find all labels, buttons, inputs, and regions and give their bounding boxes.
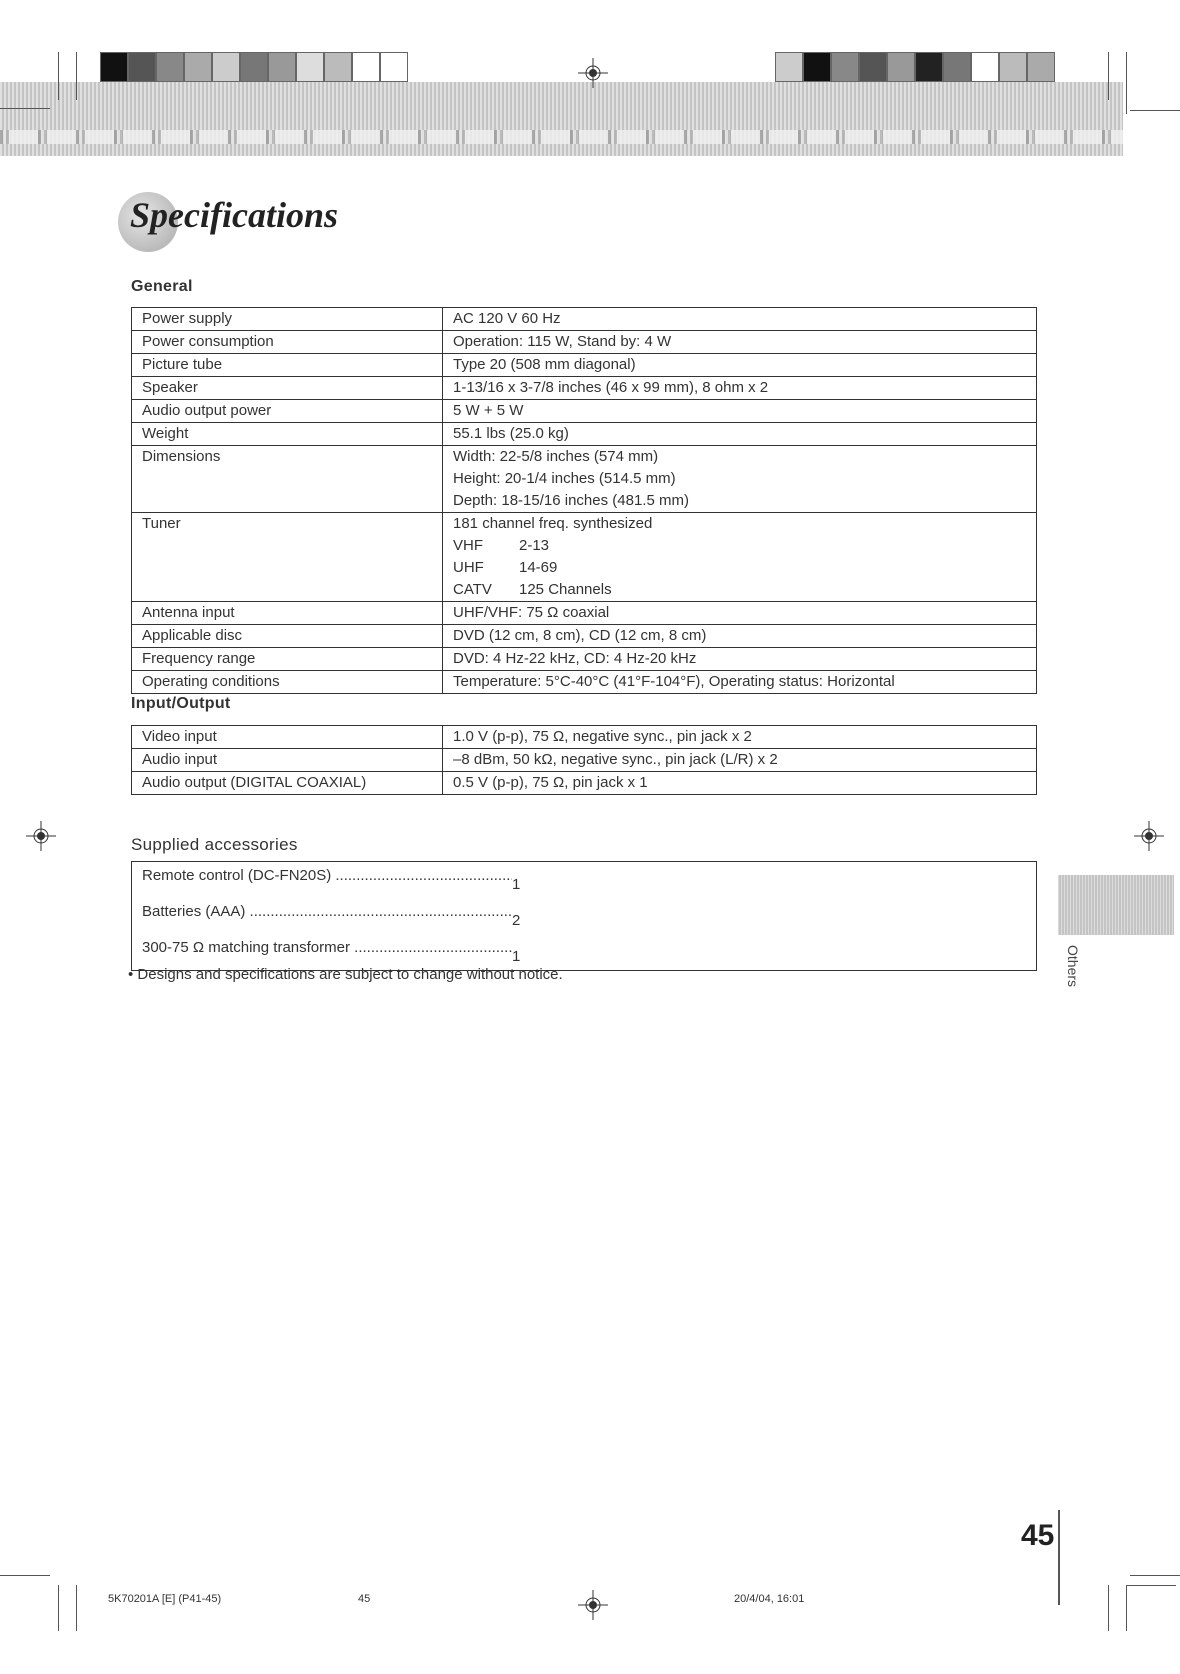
- tuner-band-value: 2-13: [519, 537, 550, 554]
- tuner-band-name: VHF: [453, 537, 483, 554]
- tuner-band: [453, 579, 1026, 601]
- page-number: 45: [1021, 1519, 1055, 1552]
- tuner-band-value: 125 Channels: [519, 581, 612, 598]
- table-row: [132, 513, 1037, 602]
- table-row: [132, 602, 1037, 625]
- table-row: [132, 749, 1037, 772]
- header-band: [0, 82, 1123, 156]
- crop-mark: [1108, 1585, 1109, 1631]
- crop-mark: [1126, 1585, 1127, 1631]
- registration-crosshair-icon: [26, 821, 56, 851]
- spec-value-line: AC 120 V 60 Hz: [453, 310, 561, 327]
- spec-value-line: 1-13/16 x 3-7/8 inches (46 x 99 mm), 8 ohm x 2: [453, 379, 769, 396]
- side-tab-label: Others: [1065, 945, 1081, 988]
- spec-value-line: DVD (12 cm, 8 cm), CD (12 cm, 8 cm): [453, 627, 707, 644]
- spec-value-line: Temperature: 5°C-40°C (41°F-104°F), Operating status: Horizontal: [453, 673, 895, 690]
- spec-value: [443, 625, 1037, 648]
- accessory-label: Remote control (DC-FN20S) .....: [142, 862, 512, 889]
- accessories-table: [131, 861, 1037, 971]
- table-row: [132, 308, 1037, 331]
- spec-label: Picture tube: [132, 354, 443, 377]
- spec-value: [443, 377, 1037, 400]
- spec-value-line: UHF/VHF: 75 Ω coaxial: [453, 604, 610, 621]
- spec-value-line: DVD: 4 Hz-22 kHz, CD: 4 Hz-20 kHz: [453, 650, 697, 667]
- tuner-band-value: 14-69: [519, 559, 558, 576]
- table-row: [132, 625, 1037, 648]
- footer-date: 20/4/04, 16:01: [734, 1593, 805, 1605]
- io-label: Audio output (DIGITAL COAXIAL): [132, 772, 443, 795]
- spec-value: [443, 400, 1037, 423]
- footer-code: 5K70201A [E] (P41-45): [108, 1593, 222, 1605]
- spec-label: Audio output power: [132, 400, 443, 423]
- spec-value-line: 55.1 lbs (25.0 kg): [453, 425, 569, 442]
- input-output-spec-table: [131, 725, 1037, 795]
- spec-value: [443, 513, 1037, 602]
- tuner-band: [453, 535, 1026, 557]
- footer-page: 45: [358, 1593, 371, 1605]
- spec-label: Speaker: [132, 377, 443, 400]
- spec-value-line: Height: 20-1/4 inches (514.5 mm): [453, 470, 676, 487]
- accessory-label: Batteries (AAA) .....: [142, 898, 512, 925]
- table-row: [132, 377, 1037, 400]
- spec-value: [443, 354, 1037, 377]
- section-heading-accessories: Supplied accessories: [131, 835, 298, 854]
- crop-mark: [1130, 110, 1180, 111]
- io-value: 0.5 V (p-p), 75 Ω, pin jack x 1: [443, 772, 1037, 795]
- spec-value-line: Type 20 (508 mm diagonal): [453, 356, 636, 373]
- spec-value: [443, 331, 1037, 354]
- tuner-band-name: UHF: [453, 559, 484, 576]
- io-value: –8 dBm, 50 kΩ, negative sync., pin jack (L/R) x 2: [443, 749, 1037, 772]
- table-row: [132, 862, 1037, 899]
- table-row: [132, 423, 1037, 446]
- page-title: Specifications: [130, 195, 338, 235]
- crop-mark: [58, 1585, 59, 1631]
- spec-label: Power supply: [132, 308, 443, 331]
- side-tab: [1058, 875, 1174, 935]
- table-row: [132, 400, 1037, 423]
- spec-label: Tuner: [132, 513, 443, 602]
- crop-mark: [0, 1575, 50, 1576]
- spec-value-line: Depth: 18-15/16 inches (481.5 mm): [453, 492, 689, 509]
- accessory-qty: 1: [512, 948, 521, 965]
- crop-mark: [76, 1585, 77, 1631]
- crop-mark: [1130, 1575, 1180, 1576]
- table-row: [132, 726, 1037, 749]
- spec-label: Antenna input: [132, 602, 443, 625]
- spec-label: Applicable disc: [132, 625, 443, 648]
- section-heading-input-output: Input/Output: [131, 695, 231, 712]
- io-value: 1.0 V (p-p), 75 Ω, negative sync., pin jack x 2: [443, 726, 1037, 749]
- accessory-item: [132, 862, 1037, 899]
- table-row: [132, 772, 1037, 795]
- tuner-band: [453, 557, 1026, 579]
- disclaimer-note: • Designs and specifications are subject to change without notice.: [128, 966, 563, 983]
- spec-label: Operating conditions: [132, 671, 443, 694]
- io-label: Audio input: [132, 749, 443, 772]
- registration-crosshair-icon: [578, 58, 608, 88]
- crop-mark: [0, 108, 50, 109]
- crop-mark: [58, 52, 59, 100]
- crop-mark: [76, 52, 77, 100]
- io-label: Video input: [132, 726, 443, 749]
- spec-value: [443, 308, 1037, 331]
- table-row: [132, 671, 1037, 694]
- table-row: [132, 648, 1037, 671]
- registration-crosshair-icon: [1134, 821, 1164, 851]
- spec-value-line: Operation: 115 W, Stand by: 4 W: [453, 333, 672, 350]
- spec-label: Dimensions: [132, 446, 443, 513]
- page-number-rule: [1058, 1510, 1060, 1605]
- spec-value-line: Width: 22-5/8 inches (574 mm): [453, 448, 659, 465]
- accessory-item: [132, 898, 1037, 934]
- table-row: [132, 446, 1037, 513]
- spec-value: [443, 602, 1037, 625]
- color-registration-bar-left: [100, 52, 408, 84]
- accessory-qty: 2: [512, 912, 521, 929]
- spec-label: Frequency range: [132, 648, 443, 671]
- spec-value-line: 181 channel freq. synthesized: [453, 515, 653, 532]
- tuner-band-name: CATV: [453, 581, 492, 598]
- crop-mark: [1126, 52, 1127, 114]
- spec-value: [443, 423, 1037, 446]
- section-heading-general: General: [131, 278, 193, 295]
- table-row: [132, 331, 1037, 354]
- spec-label: Weight: [132, 423, 443, 446]
- crop-mark: [1126, 1585, 1176, 1586]
- color-registration-bar-right: [775, 52, 1055, 84]
- spec-value: [443, 671, 1037, 694]
- spec-value-line: 5 W + 5 W: [453, 402, 524, 419]
- crop-mark: [1108, 52, 1109, 100]
- spec-value: [443, 446, 1037, 513]
- table-row: [132, 354, 1037, 377]
- general-spec-table: [131, 307, 1037, 694]
- accessory-label: 300-75 Ω matching transformer .....: [142, 934, 512, 961]
- accessory-qty: 1: [512, 876, 521, 893]
- spec-label: Power consumption: [132, 331, 443, 354]
- spec-value: [443, 648, 1037, 671]
- registration-crosshair-icon: [578, 1590, 608, 1620]
- table-row: [132, 898, 1037, 934]
